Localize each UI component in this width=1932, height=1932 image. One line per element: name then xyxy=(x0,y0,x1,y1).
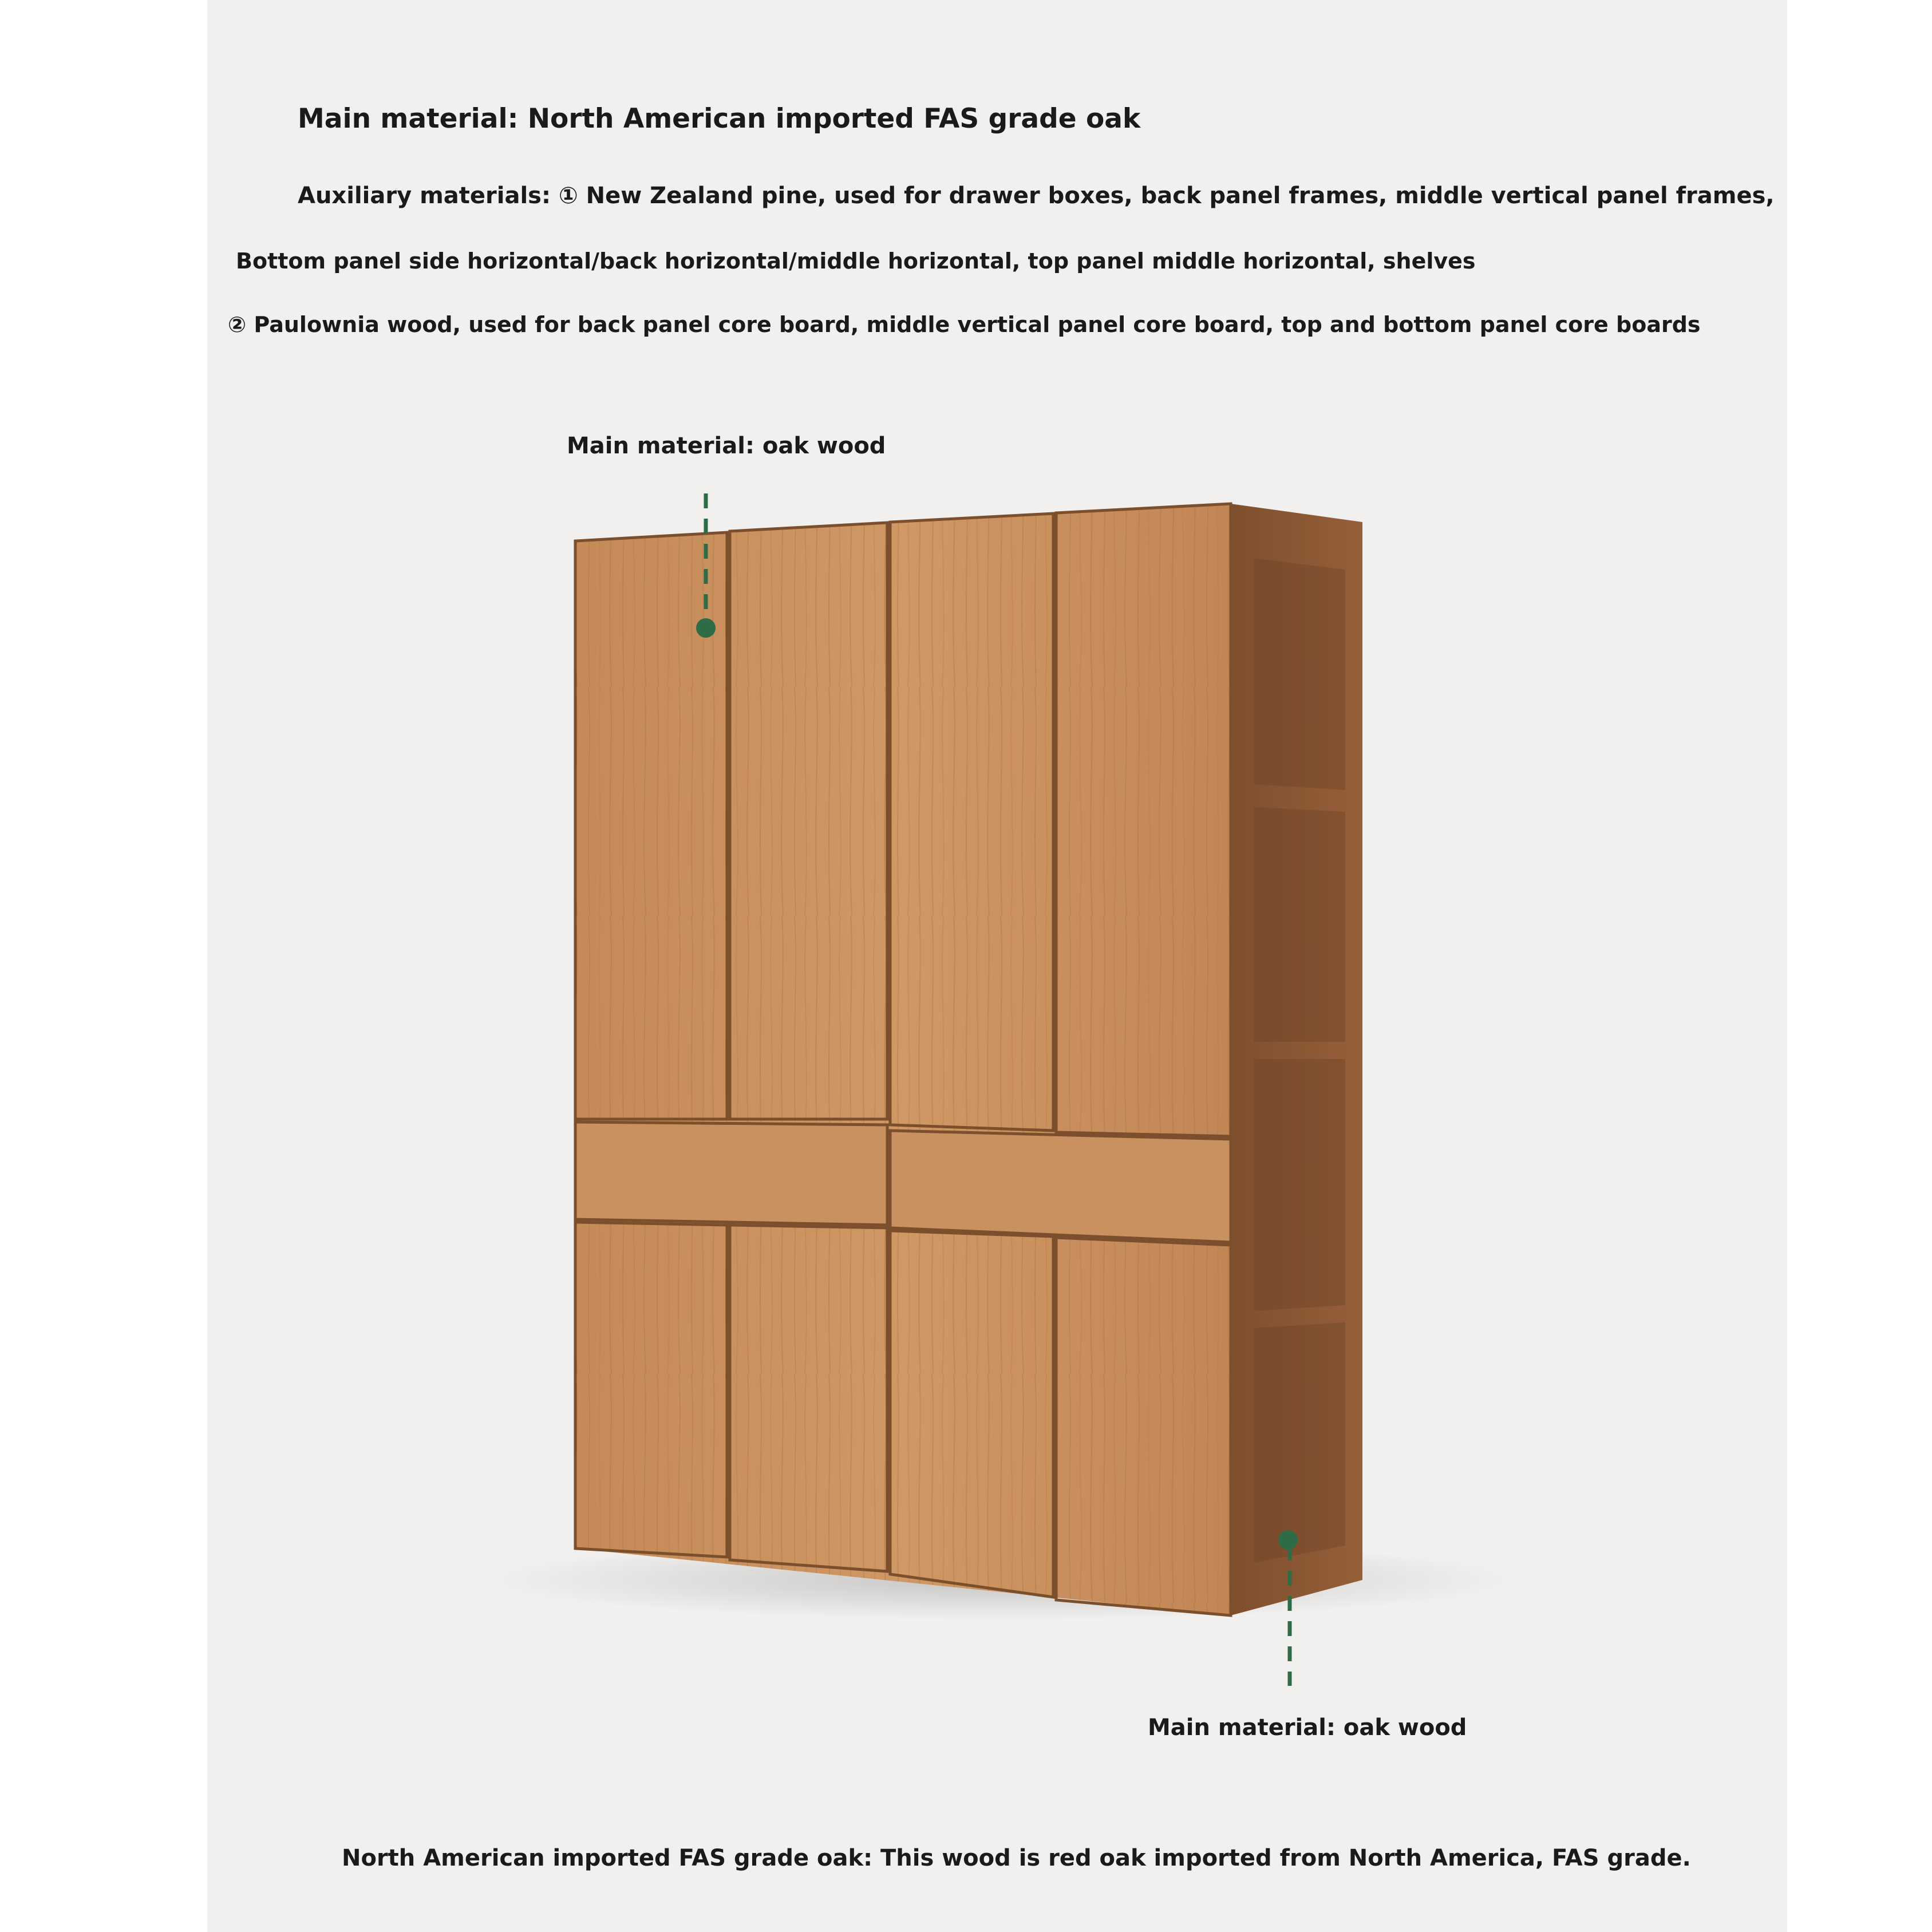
drawer-left xyxy=(575,1122,887,1225)
auxiliary-materials-line-3: ② Paulownia wood, used for back panel core board, middle vertical panel core board, top and bottom panel core boards xyxy=(228,312,1701,337)
drawer-right xyxy=(890,1131,1231,1242)
bottom-material-label: Main material: oak wood xyxy=(1148,1714,1467,1741)
side-inset-3 xyxy=(1254,1059,1345,1311)
main-material-heading: Main material: North American imported FAS grade oak xyxy=(298,103,1141,135)
auxiliary-materials-line-1: Auxiliary materials: ① New Zealand pine, used for drawer boxes, back panel frames, middle vertical panel frames, xyxy=(298,183,1775,209)
side-inset-2 xyxy=(1254,807,1345,1042)
auxiliary-materials-line-2: Bottom panel side horizontal/back horizontal/middle horizontal, top panel middle horizontal, shelves xyxy=(236,248,1476,274)
top-callout-marker xyxy=(696,618,716,638)
cabinet-front-grain xyxy=(575,504,1231,1615)
footer-note: North American imported FAS grade oak: This wood is red oak imported from North America, FAS grade. xyxy=(342,1845,1691,1871)
side-inset-1 xyxy=(1254,558,1345,790)
side-inset-4 xyxy=(1254,1322,1345,1563)
top-material-label: Main material: oak wood xyxy=(567,433,886,459)
